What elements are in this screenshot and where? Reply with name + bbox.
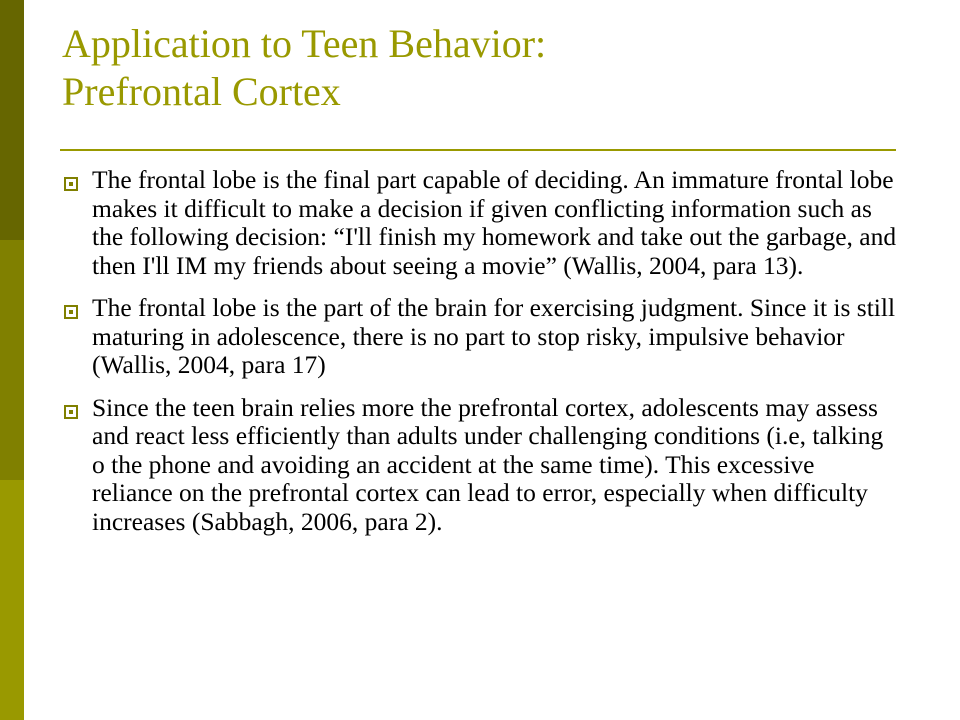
bullet-item [60,394,900,537]
sidebar-band-dark [0,0,24,240]
bullet-list [60,166,900,550]
sidebar-band-light [0,480,24,720]
square-bullet-icon [64,177,78,191]
bullet-text: The frontal lobe is the final part capable of deciding. An immature frontal lobe makes it difficult to make a decision if given conflicting information such as the following decision: “I'll finish my homework and take out the garbage, and then I'll IM my friends about seeing a movie” (Wallis, 2004, para 13). [92,165,897,280]
bullet-item [60,166,900,280]
square-bullet-icon [64,405,78,419]
slide-title-line-1: Application to Teen Behavior: [62,21,547,66]
bullet-text: Since the teen brain relies more the prefrontal cortex, adolescents may assess and react less efficiently than adults under challenging conditions (i.e, talking o the phone and avoiding an accident at the same time). This excessive reliance on the prefrontal cortex can lead to error, especially when difficulty increases (Sabbagh, 2006, para 2). [92,392,884,536]
slide-title-line-2: Prefrontal Cortex [62,69,341,114]
square-bullet-icon [64,305,78,319]
bullet-item [60,294,900,380]
title-divider [60,149,896,151]
bullet-text: The frontal lobe is the part of the brain for exercising judgment. Since it is still maturing in adolescence, there is no part to stop risky, impulsive behavior (Wallis, 2004, para 17) [92,293,896,379]
sidebar-band-mid [0,240,24,480]
slide-title [62,20,922,116]
